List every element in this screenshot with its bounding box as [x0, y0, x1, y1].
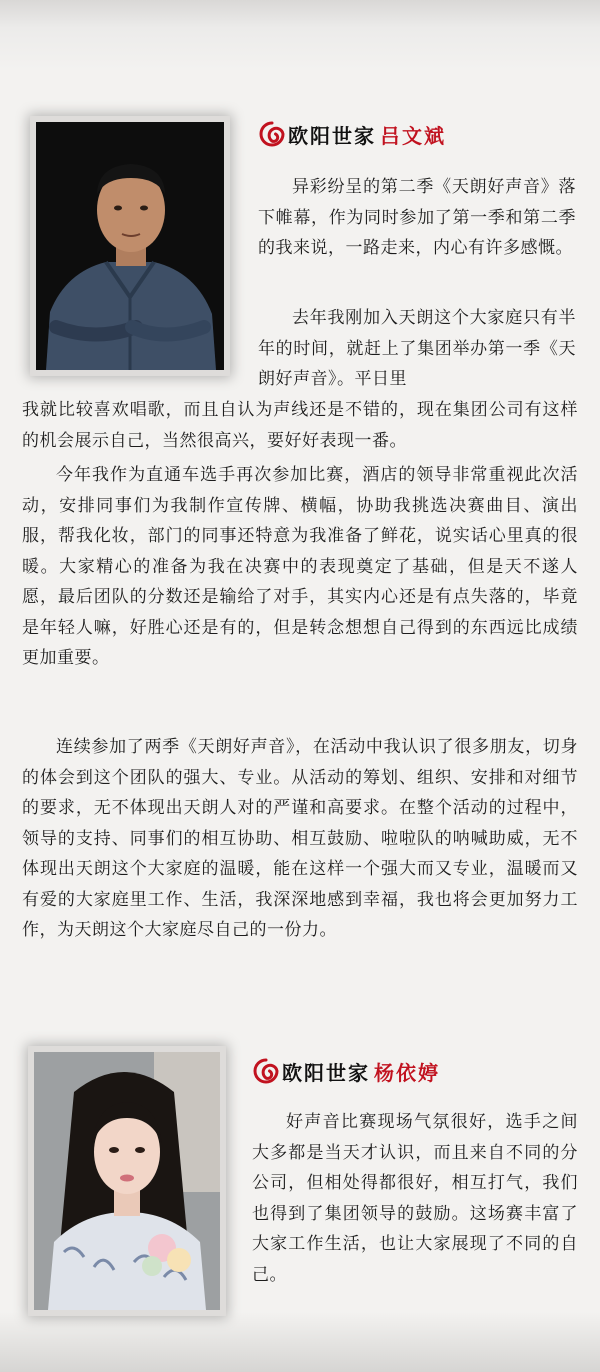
ink-wash-top [0, 0, 600, 70]
swirl-emblem-icon [258, 120, 286, 148]
section1-paragraph-2-continued: 我就比较喜欢唱歌，而且自认为声线还是不错的，现在集团公司有这样的机会展示自己，当然很高兴，要好好表现一番。 [22, 400, 578, 451]
portrait-photo-woman [34, 1052, 220, 1310]
section1-person-name: 吕文斌 [380, 123, 446, 148]
section1-paragraph-3: 今年我作为直通车选手再次参加比赛，酒店的领导非常重视此次活动，安排同事们为我制作宣传牌、横幅，协助我挑选决赛曲目、演出服，帮我化妆，部门的同事还特意为我准备了鲜花，说实话心里真的很暖。大家精心的准备为我在决赛中的表现奠定了基础，但是天不遂人愿，最后团队的分数还是输给了对手，其实内心还是有点失落的，毕竟是年轻人嘛，好胜心还是有的，但是转念想想自己得到的东西远比成绩更加重要。 [22, 465, 578, 668]
swirl-emblem-icon [252, 1057, 280, 1085]
section2-paragraph-1: 好声音比赛现场气氛很好，选手之间大多都是当天才认识，而且来自不同的分公司，但相处得都很好，相互打气，我们也得到了集团领导的鼓励。这场赛丰富了大家工作生活，也让大家展现了不同的自己。 [252, 1112, 578, 1285]
section2-title [252, 1055, 440, 1087]
ink-wash-bottom [0, 1312, 600, 1372]
section1-title [258, 118, 446, 150]
section2-person-name: 杨依婷 [374, 1060, 440, 1085]
section1-paragraph-2: 去年我刚加入天朗这个大家庭只有半年的时间，就赶上了集团举办第一季《天朗好声音》。平日里 [258, 308, 576, 389]
section1-family-label: 欧阳世家 [288, 123, 376, 148]
section2-family-label: 欧阳世家 [282, 1060, 370, 1085]
section1-paragraph-4: 连续参加了两季《天朗好声音》，在活动中我认识了很多朋友，切身的体会到这个团队的强大、专业。从活动的筹划、组织、安排和对细节的要求，无不体现出天朗人对的严谨和高要求。在整个活动的过程中，领导的支持、同事们的相互协助、相互鼓励、啦啦队的呐喊助威，无不体现出天朗这个大家庭的温暖，能在这样一个强大而又专业，温暖而又有爱的大家庭里工作、生活，我深深地感到幸福，我也将会更加努力工作，为天朗这个大家庭尽自己的一份力。 [22, 737, 578, 940]
section1-paragraph-1: 异彩纷呈的第二季《天朗好声音》落下帷幕，作为同时参加了第一季和第二季的我来说，一路走来，内心有许多感慨。 [258, 177, 576, 258]
portrait-photo-man [36, 122, 224, 370]
